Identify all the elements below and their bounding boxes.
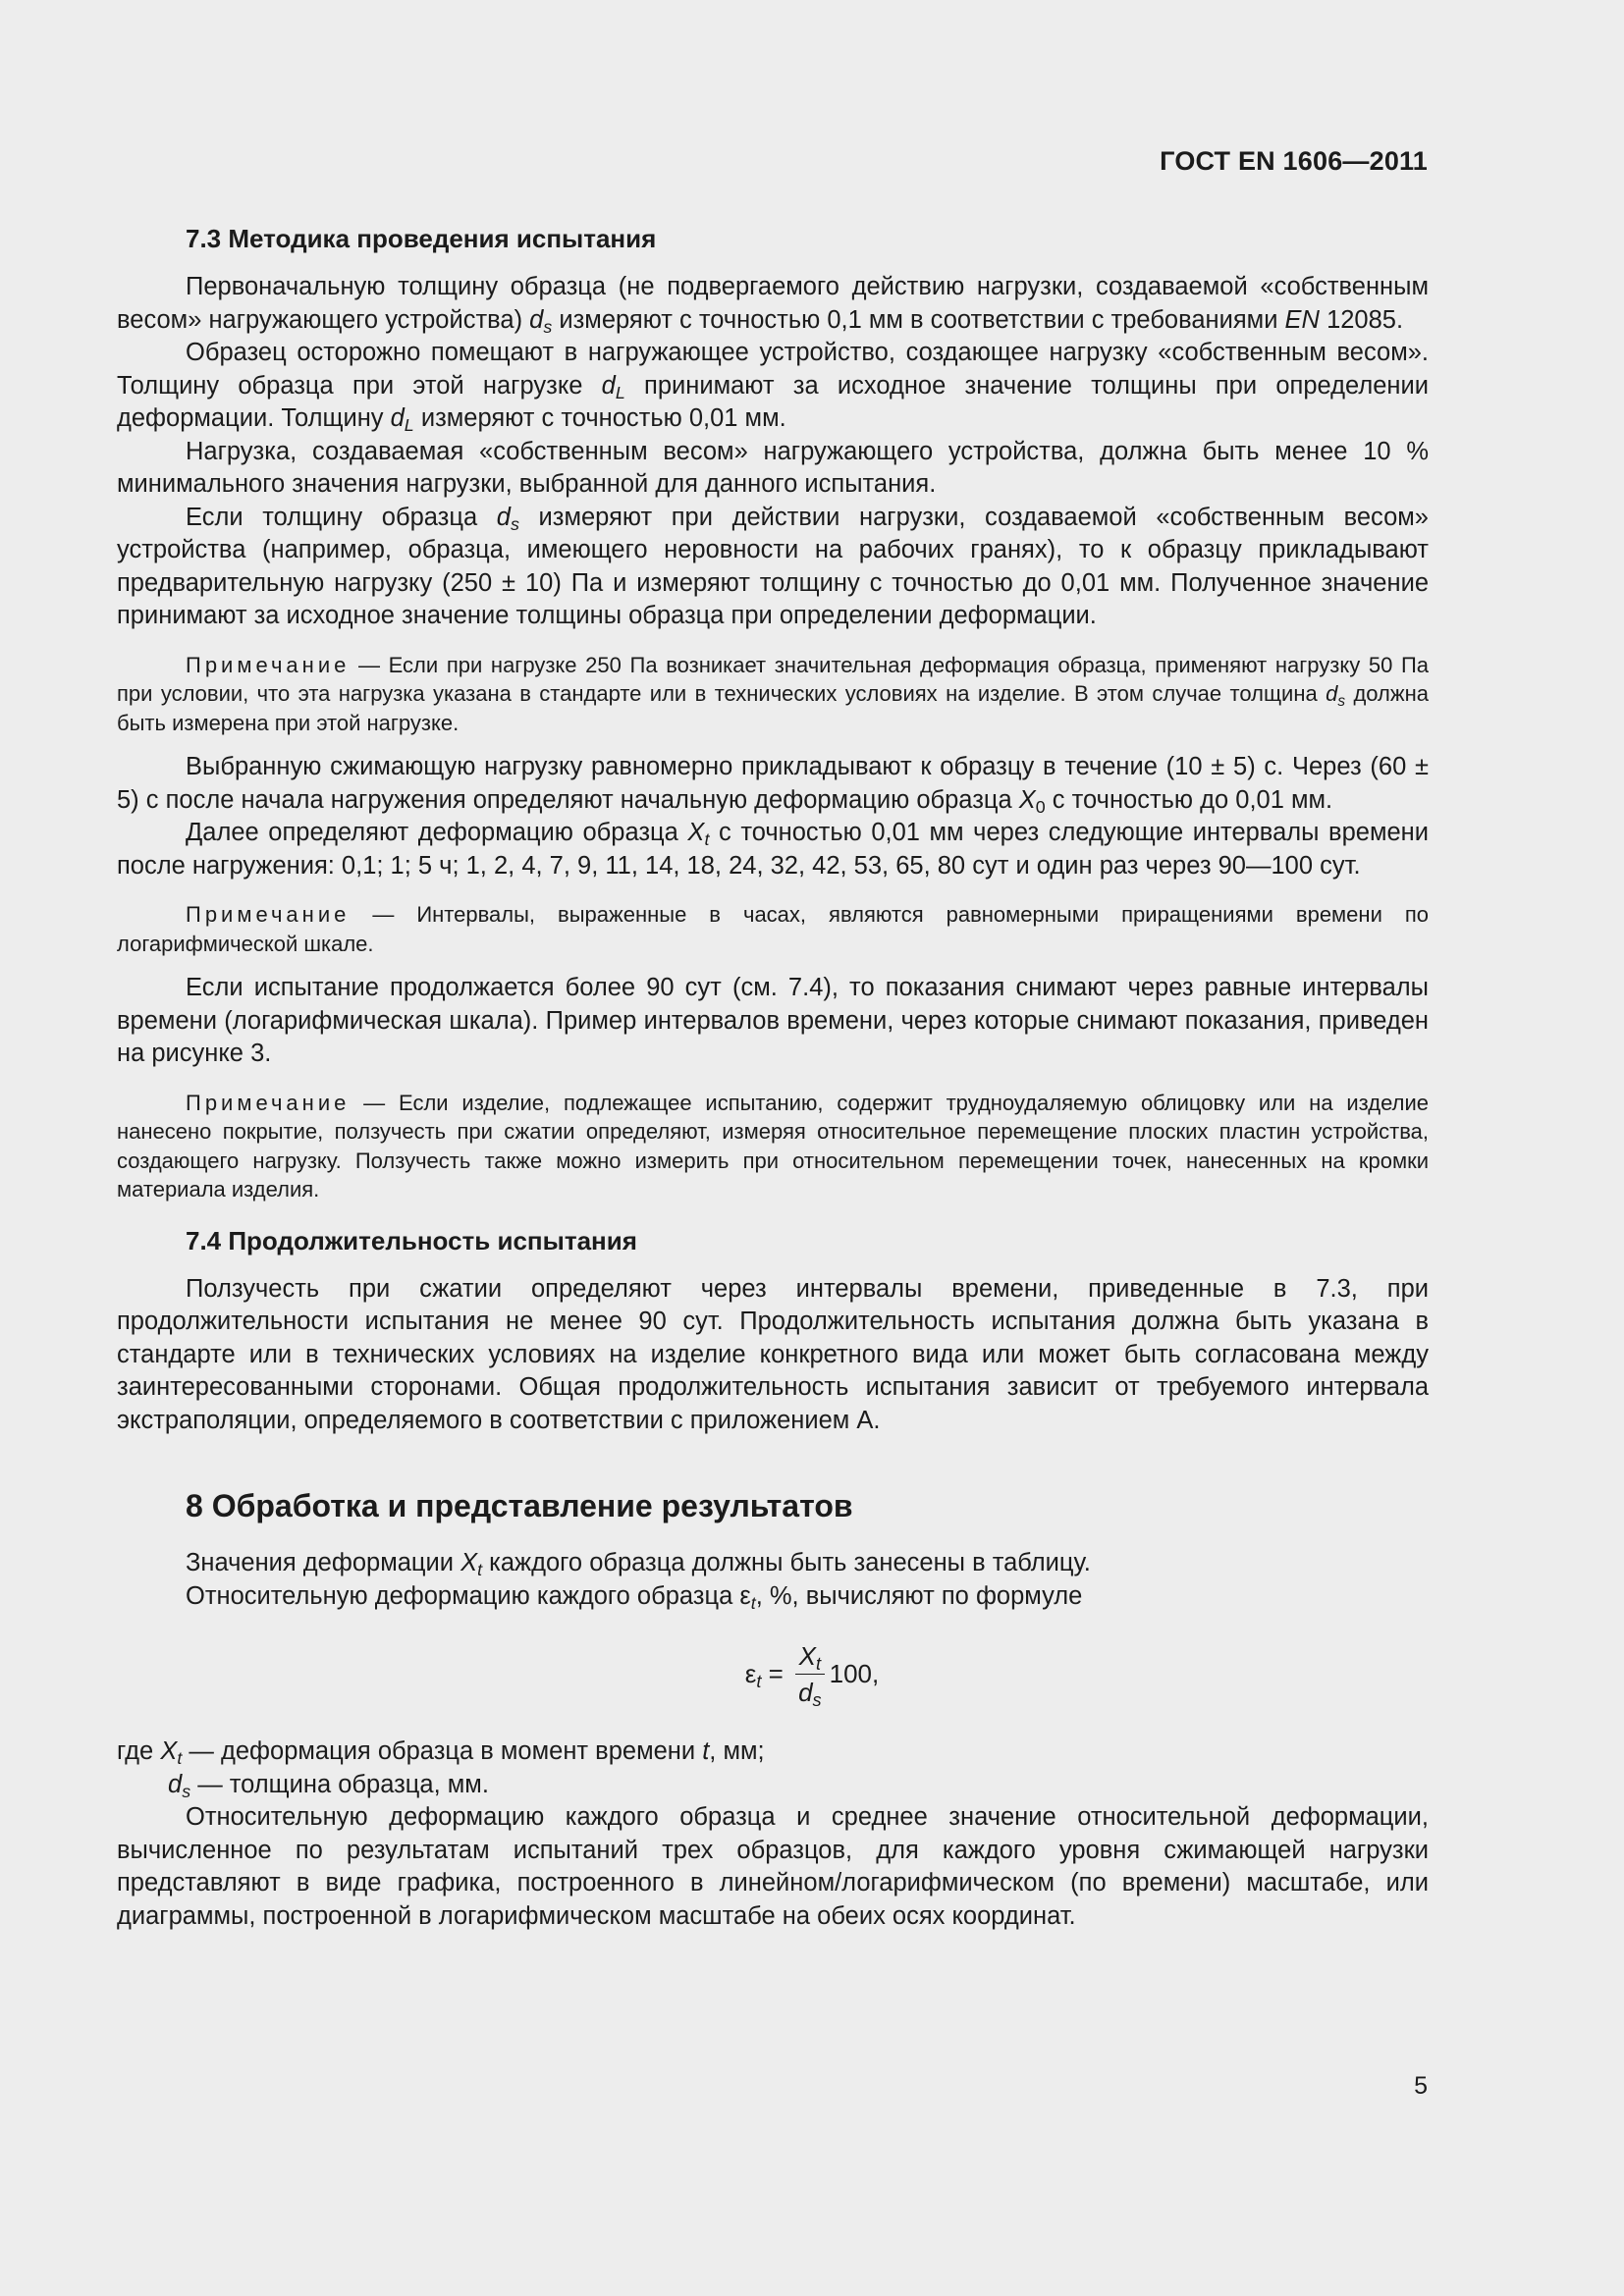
strain-formula <box>117 1640 1429 1708</box>
paragraph: Выбранную сжимающую нагрузку равномерно прикладывают к образцу в течение (10 ± 5) с. Через (60 ± 5) с после начала нагружения определяют начальную деформацию образца $X_0$ с точностью до 0,01 мм. <box>117 753 1429 817</box>
paragraph: Первоначальную толщину образца (не подвергаемого действию нагрузки, создаваемой «собственным весом» нагружающего устройства) $d_s$ измеряют с точностью 0,1 мм в соответствии с требованиями EN 12085. <box>117 273 1429 337</box>
section-7-4-title: 7.4 Продолжительность испытания <box>186 1225 637 1255</box>
page-number: 5 <box>1414 2072 1428 2100</box>
paragraph: Ползучесть при сжатии определяют через интервалы времени, приведенные в 7.3, при продолжительности испытания не менее 90 сут. Продолжительность испытания должна быть указана в стандарте или в технических условиях на изделие конкретного вида или может быть согласована между заинтересованными сторонами. Общая продолжительность испытания зависит от требуемого интервала экстраполяции, определяемого в соответствии с приложением А. <box>117 1274 1429 1434</box>
page-content <box>117 222 1429 1933</box>
formula-fraction <box>794 1640 826 1708</box>
paragraph: Относительную деформацию каждого образца и среднее значение относительной деформации, вычисленное по результатам испытаний трех образцов, для каждого уровня сжимающей нагрузки представляют в виде графика, построенного в линейном/логарифмическом (по времени) масштабе, или диаграммы, построенной в логарифмическом масштабе на обеих осях координат. <box>117 1803 1429 1930</box>
formula-numerator: $X_t$ <box>795 1640 825 1675</box>
formula-denominator: $d_s$ <box>798 1678 822 1710</box>
paragraph: Относительную деформацию каждого образца $\varepsilon_t$, %, вычисляют по формуле <box>186 1581 1083 1613</box>
formula-lhs: $\varepsilon_t$ <box>744 1659 762 1691</box>
section-7-3-title: 7.3 Методика проведения испытания <box>186 224 657 253</box>
note: Примечание — Интервалы, выраженные в часах, являются равномерными приращениями времени по логарифмической шкале. <box>117 902 1429 956</box>
symbol-legend <box>117 1735 1429 1801</box>
formula-factor: 100, <box>829 1659 880 1688</box>
paragraph: Нагрузка, создаваемая «собственным весом» нагружающего устройства, должна быть менее 10 % минимального значения нагрузки, выбранной для данного испытания. <box>117 437 1429 498</box>
note: Примечание — Если при нагрузке 250 Па возникает значительная деформация образца, применяют нагрузку 50 Па при условии, что эта нагрузка указана в стандарте или в технических условиях на изделие. В этом случае толщина $d_s$ должна быть измерена при этой нагрузке. <box>117 652 1430 735</box>
paragraph: Значения деформации $X_t$ каждого образца должны быть занесены в таблицу. <box>186 1549 1091 1579</box>
legend-row: $d_s$ — толщина образца, мм. <box>168 1770 489 1801</box>
standard-header: ГОСТ EN 1606—2011 <box>1160 146 1428 176</box>
paragraph: Если толщину образца $d_s$ измеряют при действии нагрузки, создаваемой «собственным весом» устройства (например, образца, имеющего неровности на рабочих гранях), то к образцу прикладывают предварительную нагрузку (250 ± 10) Па и измеряют толщину с точностью до 0,01 мм. Полученное значение принимают за исходное значение толщины образца при определении деформации. <box>117 503 1429 629</box>
legend-row: где $X_t$ — деформация образца в момент времени t, мм; <box>117 1737 765 1768</box>
section-8-title: 8 Обработка и представление результатов <box>186 1488 853 1523</box>
note: Примечание — Если изделие, подлежащее испытанию, содержит трудноудаляемую облицовку или на изделие нанесено покрытие, ползучесть при сжатии определяют, измеряя относительное перемещение плоских пластин устройства, создающего нагрузку. Ползучесть также можно измерить при относительном перемещении точек, нанесенных на кромки материала изделия. <box>117 1090 1429 1201</box>
paragraph: Если испытание продолжается более 90 сут (см. 7.4), то показания снимают через равные интервалы времени (логарифмическая шкала). Пример интервалов времени, через которые снимают показания, приведен на рисунке 3. <box>117 974 1429 1067</box>
paragraph: Далее определяют деформацию образца $X_t$ с точностью 0,01 мм через следующие интервалы времени после нагружения: 0,1; 1; 5 ч; 1, 2, 4, 7, 9, 11, 14, 18, 24, 32, 42, 53, 65, 80 сут и один раз через 90—100 сут. <box>117 819 1429 880</box>
paragraph: Образец осторожно помещают в нагружающее устройство, создающее нагрузку «собственным весом». Толщину образца при этой нагрузке $d_L$ принимают за исходное значение толщины при определении деформации. Толщину $d_L$ измеряют с точностью 0,01 мм. <box>117 339 1429 435</box>
formula-equals: = <box>761 1659 791 1688</box>
